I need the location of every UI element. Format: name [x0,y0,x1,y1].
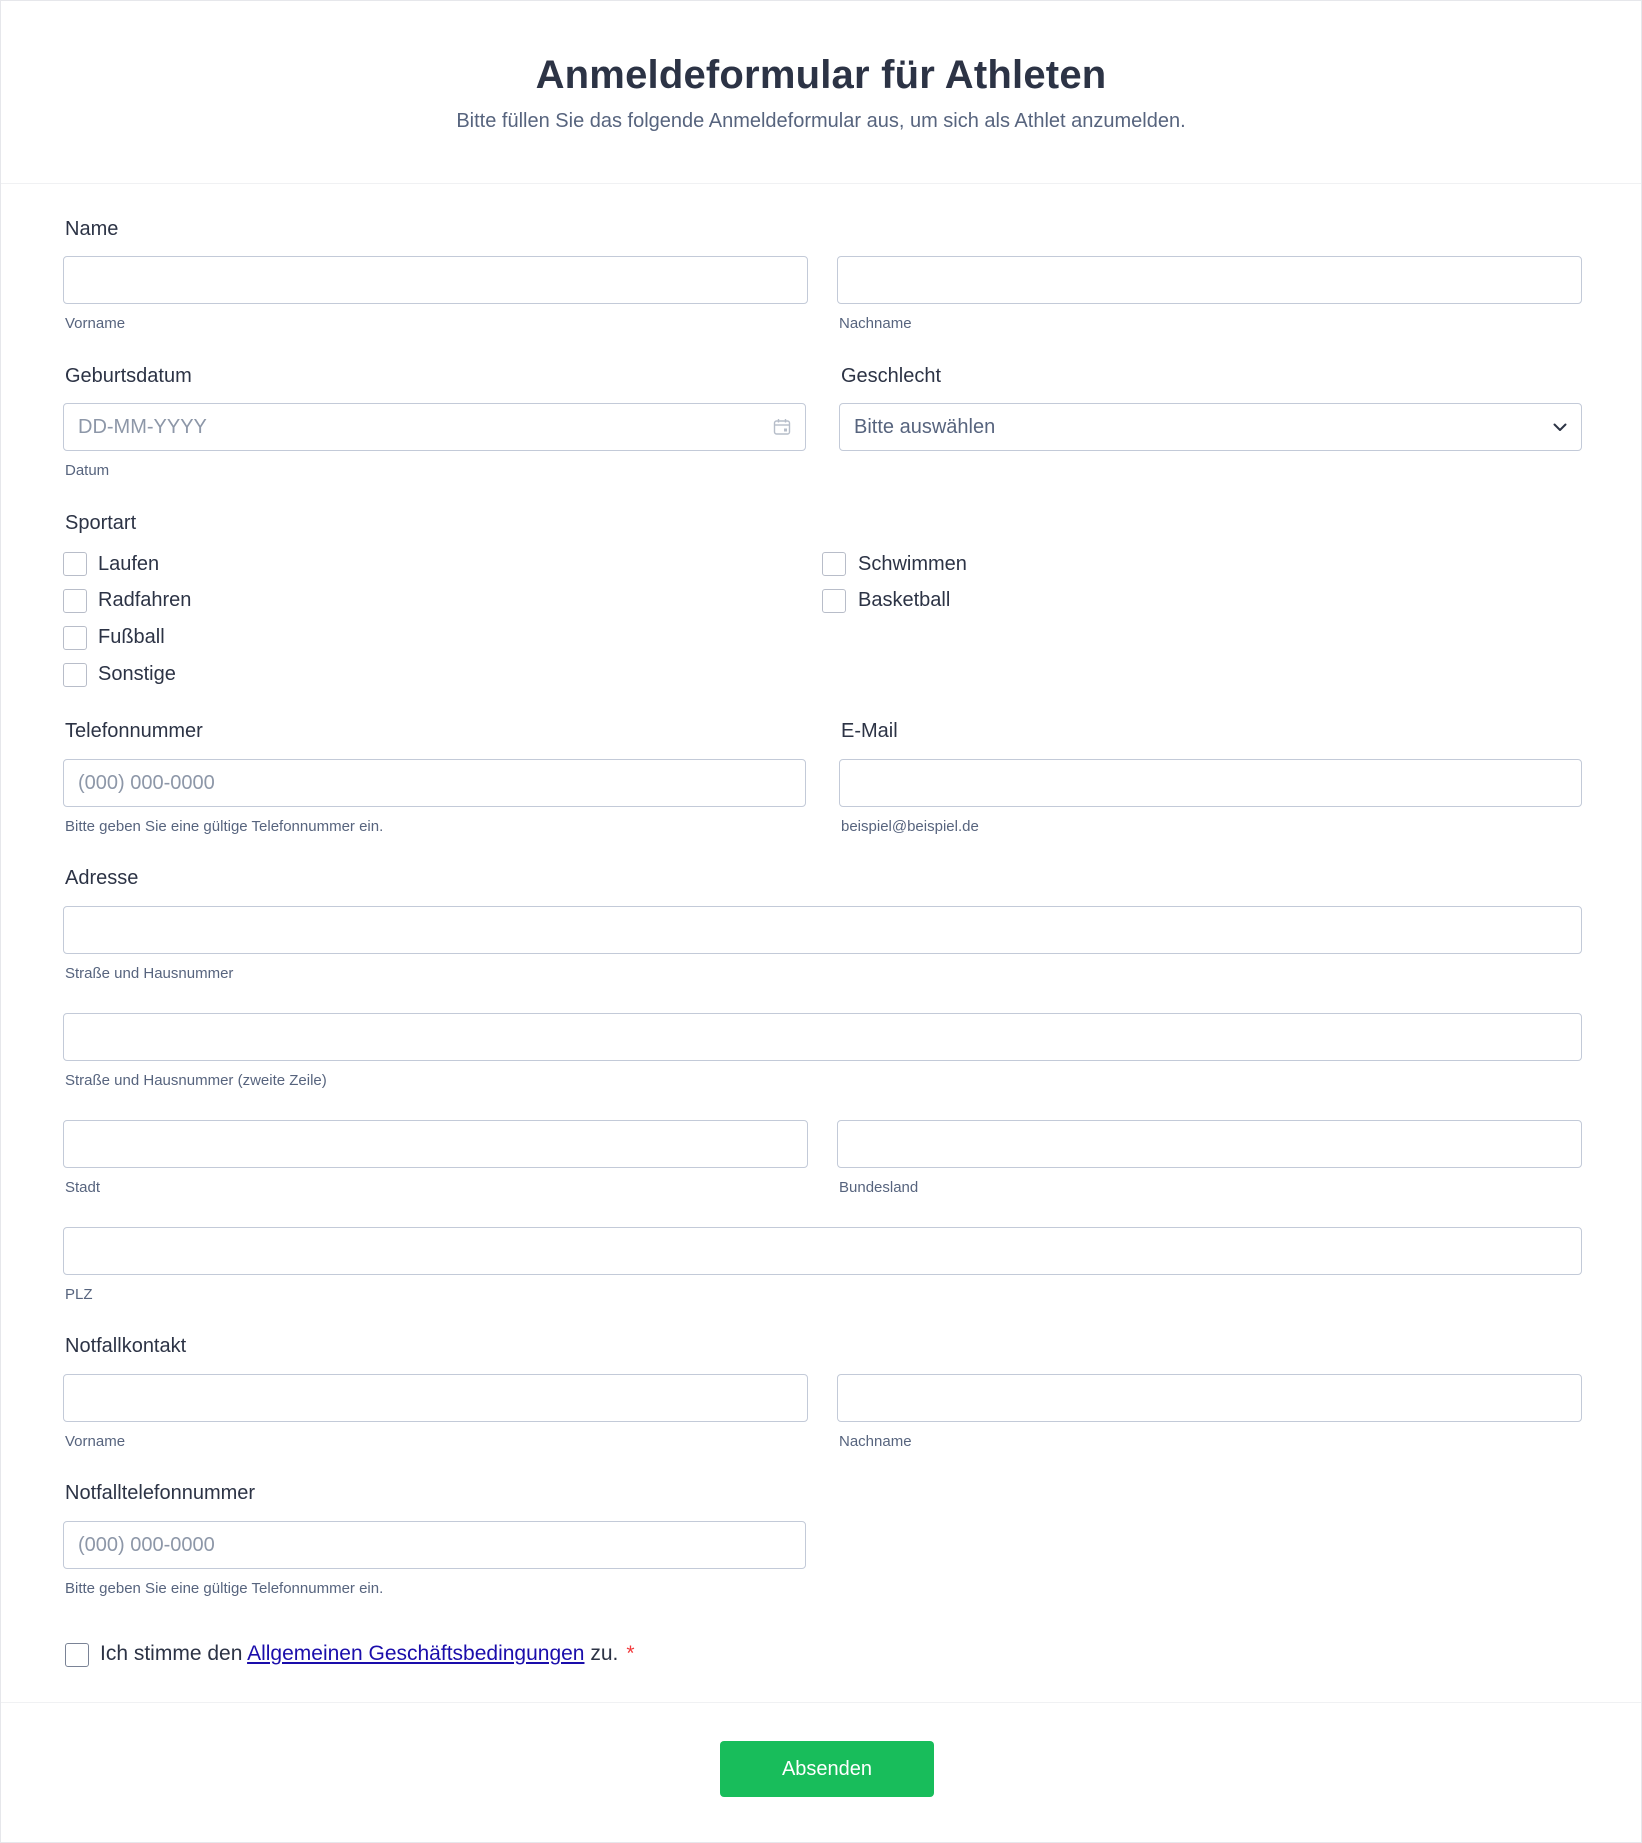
sport-option-label: Fußball [98,626,165,648]
calendar-icon[interactable] [773,418,791,436]
gender-select[interactable] [839,403,1582,451]
sport-option-label: Radfahren [98,589,192,611]
state-input[interactable] [837,1120,1582,1168]
email-label: E-Mail [841,720,898,742]
birthdate-label: Geburtsdatum [65,365,192,387]
name-label: Name [65,218,119,240]
emergency-phone-label: Notfalltelefonnummer [65,1482,256,1504]
last-name-sublabel: Nachname [839,315,912,332]
emergency-contact-label: Notfallkontakt [65,1335,187,1357]
sport-checkbox-radfahren[interactable] [63,589,87,613]
city-input[interactable] [63,1120,808,1168]
terms-prefix: Ich stimme den [100,1642,243,1665]
required-marker: * [626,1642,635,1665]
sport-checkbox-schwimmen[interactable] [822,552,846,576]
form-footer [1,1702,1641,1843]
phone-input[interactable] [63,759,806,807]
terms-link[interactable]: Allgemeinen Geschäftsbedingungen [247,1642,585,1665]
zip-sublabel: PLZ [65,1286,93,1303]
terms-text [100,1642,635,1666]
sport-checkbox-laufen[interactable] [63,552,87,576]
first-name-input[interactable] [63,256,808,304]
gender-selected: Bitte auswählen [854,415,996,438]
street-input[interactable] [63,906,1582,954]
form-body [1,184,1641,1702]
submit-button[interactable]: Absenden [720,1741,934,1797]
birthdate-input[interactable] [63,403,806,451]
state-sublabel: Bundesland [839,1179,919,1196]
zip-input[interactable] [63,1227,1582,1275]
email-input[interactable] [839,759,1582,807]
street2-sublabel: Straße und Hausnummer (zweite Zeile) [65,1072,327,1089]
sport-checkbox-fussball[interactable] [63,626,87,650]
city-sublabel: Stadt [65,1179,101,1196]
sport-option-label: Laufen [98,553,160,575]
sport-option-label: Sonstige [98,663,176,685]
sport-label: Sportart [65,512,137,534]
emergency-phone-sublabel: Bitte geben Sie eine gültige Telefonnummer ein. [65,1580,384,1597]
emergency-last-name-input[interactable] [837,1374,1582,1422]
street2-input[interactable] [63,1013,1582,1061]
sport-checkbox-basketball[interactable] [822,589,846,613]
phone-label: Telefonnummer [65,720,203,742]
sport-option-label: Schwimmen [858,553,967,575]
chevron-down-icon [1553,423,1567,432]
page-subtitle: Bitte füllen Sie das folgende Anmeldeformular aus, um sich als Athlet anzumelden. [456,110,1186,132]
birthdate-sublabel: Datum [65,462,110,479]
birthdate-placeholder: DD-MM-YYYY [78,415,207,438]
last-name-input[interactable] [837,256,1582,304]
emergency-phone-input[interactable] [63,1521,806,1569]
terms-checkbox[interactable] [65,1643,89,1667]
street-sublabel: Straße und Hausnummer [65,965,234,982]
emergency-first-name-input[interactable] [63,1374,808,1422]
sport-option-label: Basketball [858,589,951,611]
sport-checkbox-sonstige[interactable] [63,663,87,687]
gender-label: Geschlecht [841,365,942,387]
first-name-sublabel: Vorname [65,315,126,332]
form-header [1,1,1641,184]
phone-placeholder: (000) 000-0000 [78,771,215,794]
email-sublabel: beispiel@beispiel.de [841,818,979,835]
phone-sublabel: Bitte geben Sie eine gültige Telefonnummer ein. [65,818,384,835]
emergency-first-sublabel: Vorname [65,1433,126,1450]
emergency-phone-placeholder: (000) 000-0000 [78,1533,215,1556]
page-title: Anmeldeformular für Athleten [535,53,1107,97]
emergency-last-sublabel: Nachname [839,1433,912,1450]
terms-suffix: zu. [590,1642,619,1665]
address-label: Adresse [65,867,139,889]
